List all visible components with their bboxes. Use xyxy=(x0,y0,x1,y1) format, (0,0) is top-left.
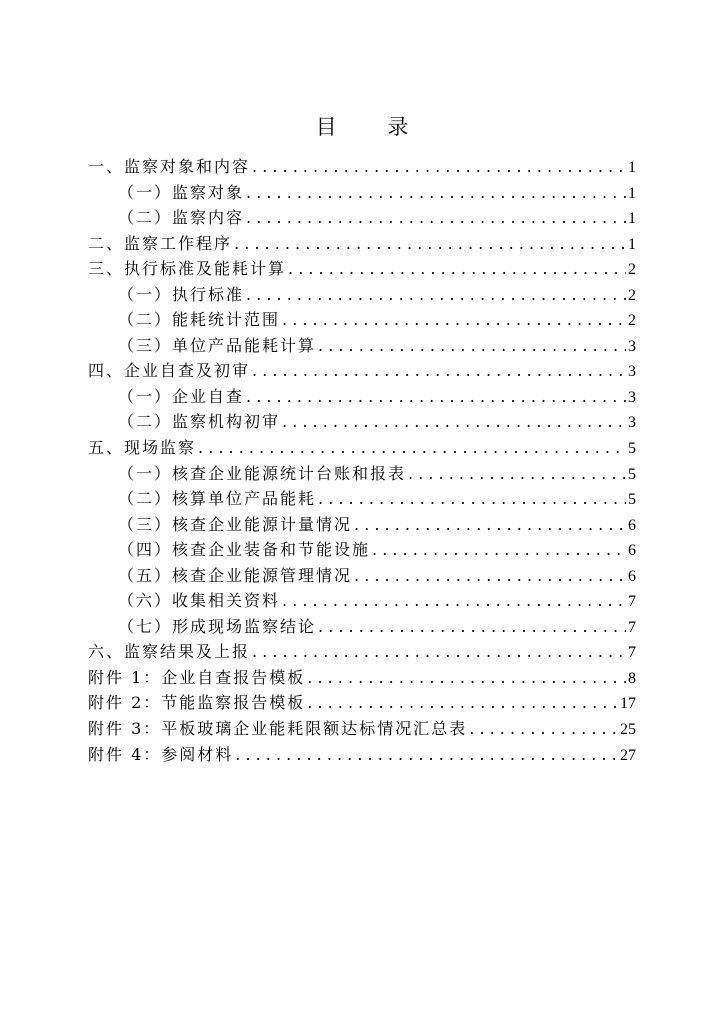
toc-entry-page-number: 1 xyxy=(628,159,636,176)
toc-entry-page-number: 6 xyxy=(628,542,636,560)
dot-leader xyxy=(246,205,626,231)
toc-list xyxy=(88,154,636,767)
toc-entry-page-number: 8 xyxy=(628,669,636,687)
dot-leader xyxy=(246,282,626,308)
toc-entry-label: （四）核查企业装备和节能设施 xyxy=(118,540,371,560)
dot-leader xyxy=(282,409,626,435)
dot-leader xyxy=(252,639,626,665)
toc-entry-label: 附件 2：节能监察报告模板 xyxy=(88,693,306,713)
toc-entry-page-number: 2 xyxy=(628,261,636,279)
toc-entry-label: （一）企业自查 xyxy=(118,386,245,406)
toc-entry-page-number: 5 xyxy=(628,440,636,458)
toc-entry[interactable] xyxy=(88,614,636,640)
toc-entry[interactable] xyxy=(88,231,636,257)
toc-entry-page-number: 3 xyxy=(628,388,636,406)
toc-entry-label: 附件 4：参阅材料 xyxy=(88,744,234,764)
toc-entry-page-number: 6 xyxy=(628,567,636,585)
toc-entry[interactable] xyxy=(88,333,636,359)
dot-leader xyxy=(469,716,618,742)
toc-entry-page-number: 6 xyxy=(628,516,636,534)
toc-entry-label: 二、监察工作程序 xyxy=(88,233,233,253)
toc-entry-page-number: 25 xyxy=(620,721,636,739)
toc-entry-page-number: 7 xyxy=(628,618,636,636)
toc-entry-label: （二）核算单位产品能耗 xyxy=(118,489,317,509)
dot-leader xyxy=(246,384,626,410)
dot-leader xyxy=(235,742,618,768)
dot-leader xyxy=(354,563,626,589)
toc-entry-page-number: 2 xyxy=(628,286,636,304)
toc-entry-page-number: 3 xyxy=(628,414,636,432)
toc-entry-label: （五）核查企业能源管理情况 xyxy=(118,565,353,585)
dot-leader xyxy=(282,307,626,333)
toc-entry-label: 五、现场监察 xyxy=(88,438,197,458)
toc-entry-page-number: 1 xyxy=(628,184,636,202)
toc-entry[interactable] xyxy=(88,180,636,206)
toc-entry[interactable] xyxy=(88,742,636,768)
toc-entry-label: （二）监察内容 xyxy=(118,208,245,228)
toc-entry-page-number: 17 xyxy=(620,695,636,713)
toc-entry[interactable] xyxy=(88,537,636,563)
toc-entry-label: （一）核查企业能源统计台账和报表 xyxy=(118,463,407,483)
toc-entry[interactable] xyxy=(88,461,636,487)
toc-entry[interactable] xyxy=(88,282,636,308)
toc-entry[interactable] xyxy=(88,307,636,333)
dot-leader xyxy=(318,614,626,640)
toc-entry-label: （三）核查企业能源计量情况 xyxy=(118,514,353,534)
toc-entry-label: 四、企业自查及初审 xyxy=(88,361,251,381)
toc-entry[interactable] xyxy=(88,409,636,435)
toc-entry-label: 附件 1：企业自查报告模板 xyxy=(88,667,306,687)
toc-entry[interactable] xyxy=(88,384,636,410)
toc-entry[interactable] xyxy=(88,435,636,461)
toc-entry-page-number: 1 xyxy=(628,235,636,253)
toc-entry[interactable] xyxy=(88,639,636,665)
toc-entry[interactable] xyxy=(88,588,636,614)
toc-entry[interactable] xyxy=(88,256,636,282)
toc-entry-page-number: 3 xyxy=(628,363,636,381)
toc-entry-label: （二）能耗统计范围 xyxy=(118,310,281,330)
toc-entry[interactable] xyxy=(88,665,636,691)
dot-leader xyxy=(282,588,626,614)
toc-entry-page-number: 2 xyxy=(628,312,636,330)
toc-entry-label: 六、监察结果及上报 xyxy=(88,642,251,662)
dot-leader xyxy=(234,231,626,257)
dot-leader xyxy=(307,665,626,691)
toc-entry-label: 三、执行标准及能耗计算 xyxy=(88,259,287,279)
toc-entry-page-number: 27 xyxy=(620,746,636,764)
dot-leader xyxy=(372,537,626,563)
toc-entry[interactable] xyxy=(88,563,636,589)
dot-leader xyxy=(252,154,626,180)
toc-entry[interactable] xyxy=(88,205,636,231)
dot-leader xyxy=(288,256,626,282)
toc-entry-label: （三）单位产品能耗计算 xyxy=(118,335,317,355)
toc-entry[interactable] xyxy=(88,690,636,716)
toc-entry-label: （七）形成现场监察结论 xyxy=(118,616,317,636)
dot-leader xyxy=(307,690,618,716)
dot-leader xyxy=(252,358,626,384)
toc-title: 目 录 xyxy=(315,115,431,139)
dot-leader xyxy=(318,333,626,359)
toc-entry[interactable] xyxy=(88,358,636,384)
dot-leader xyxy=(318,486,626,512)
toc-entry-page-number: 7 xyxy=(628,593,636,611)
toc-entry-label: （一）监察对象 xyxy=(118,182,245,202)
dot-leader xyxy=(408,461,626,487)
toc-entry-page-number: 5 xyxy=(628,465,636,483)
dot-leader xyxy=(246,180,626,206)
toc-entry-label: （一）执行标准 xyxy=(118,284,245,304)
toc-entry-label: （六）收集相关资料 xyxy=(118,591,281,611)
toc-entry-label: （二）监察机构初审 xyxy=(118,412,281,432)
toc-entry-page-number: 1 xyxy=(628,210,636,228)
toc-entry[interactable] xyxy=(88,512,636,538)
toc-entry-label: 附件 3：平板玻璃企业能耗限额达标情况汇总表 xyxy=(88,719,468,739)
dot-leader xyxy=(354,512,626,538)
toc-entry[interactable] xyxy=(88,154,636,180)
toc-entry-page-number: 3 xyxy=(628,337,636,355)
toc-entry[interactable] xyxy=(88,486,636,512)
toc-entry-page-number: 7 xyxy=(628,644,636,662)
toc-entry-label: 一、监察对象和内容 xyxy=(88,157,251,176)
dot-leader xyxy=(198,435,626,461)
toc-entry-page-number: 5 xyxy=(628,491,636,509)
toc-entry[interactable] xyxy=(88,716,636,742)
